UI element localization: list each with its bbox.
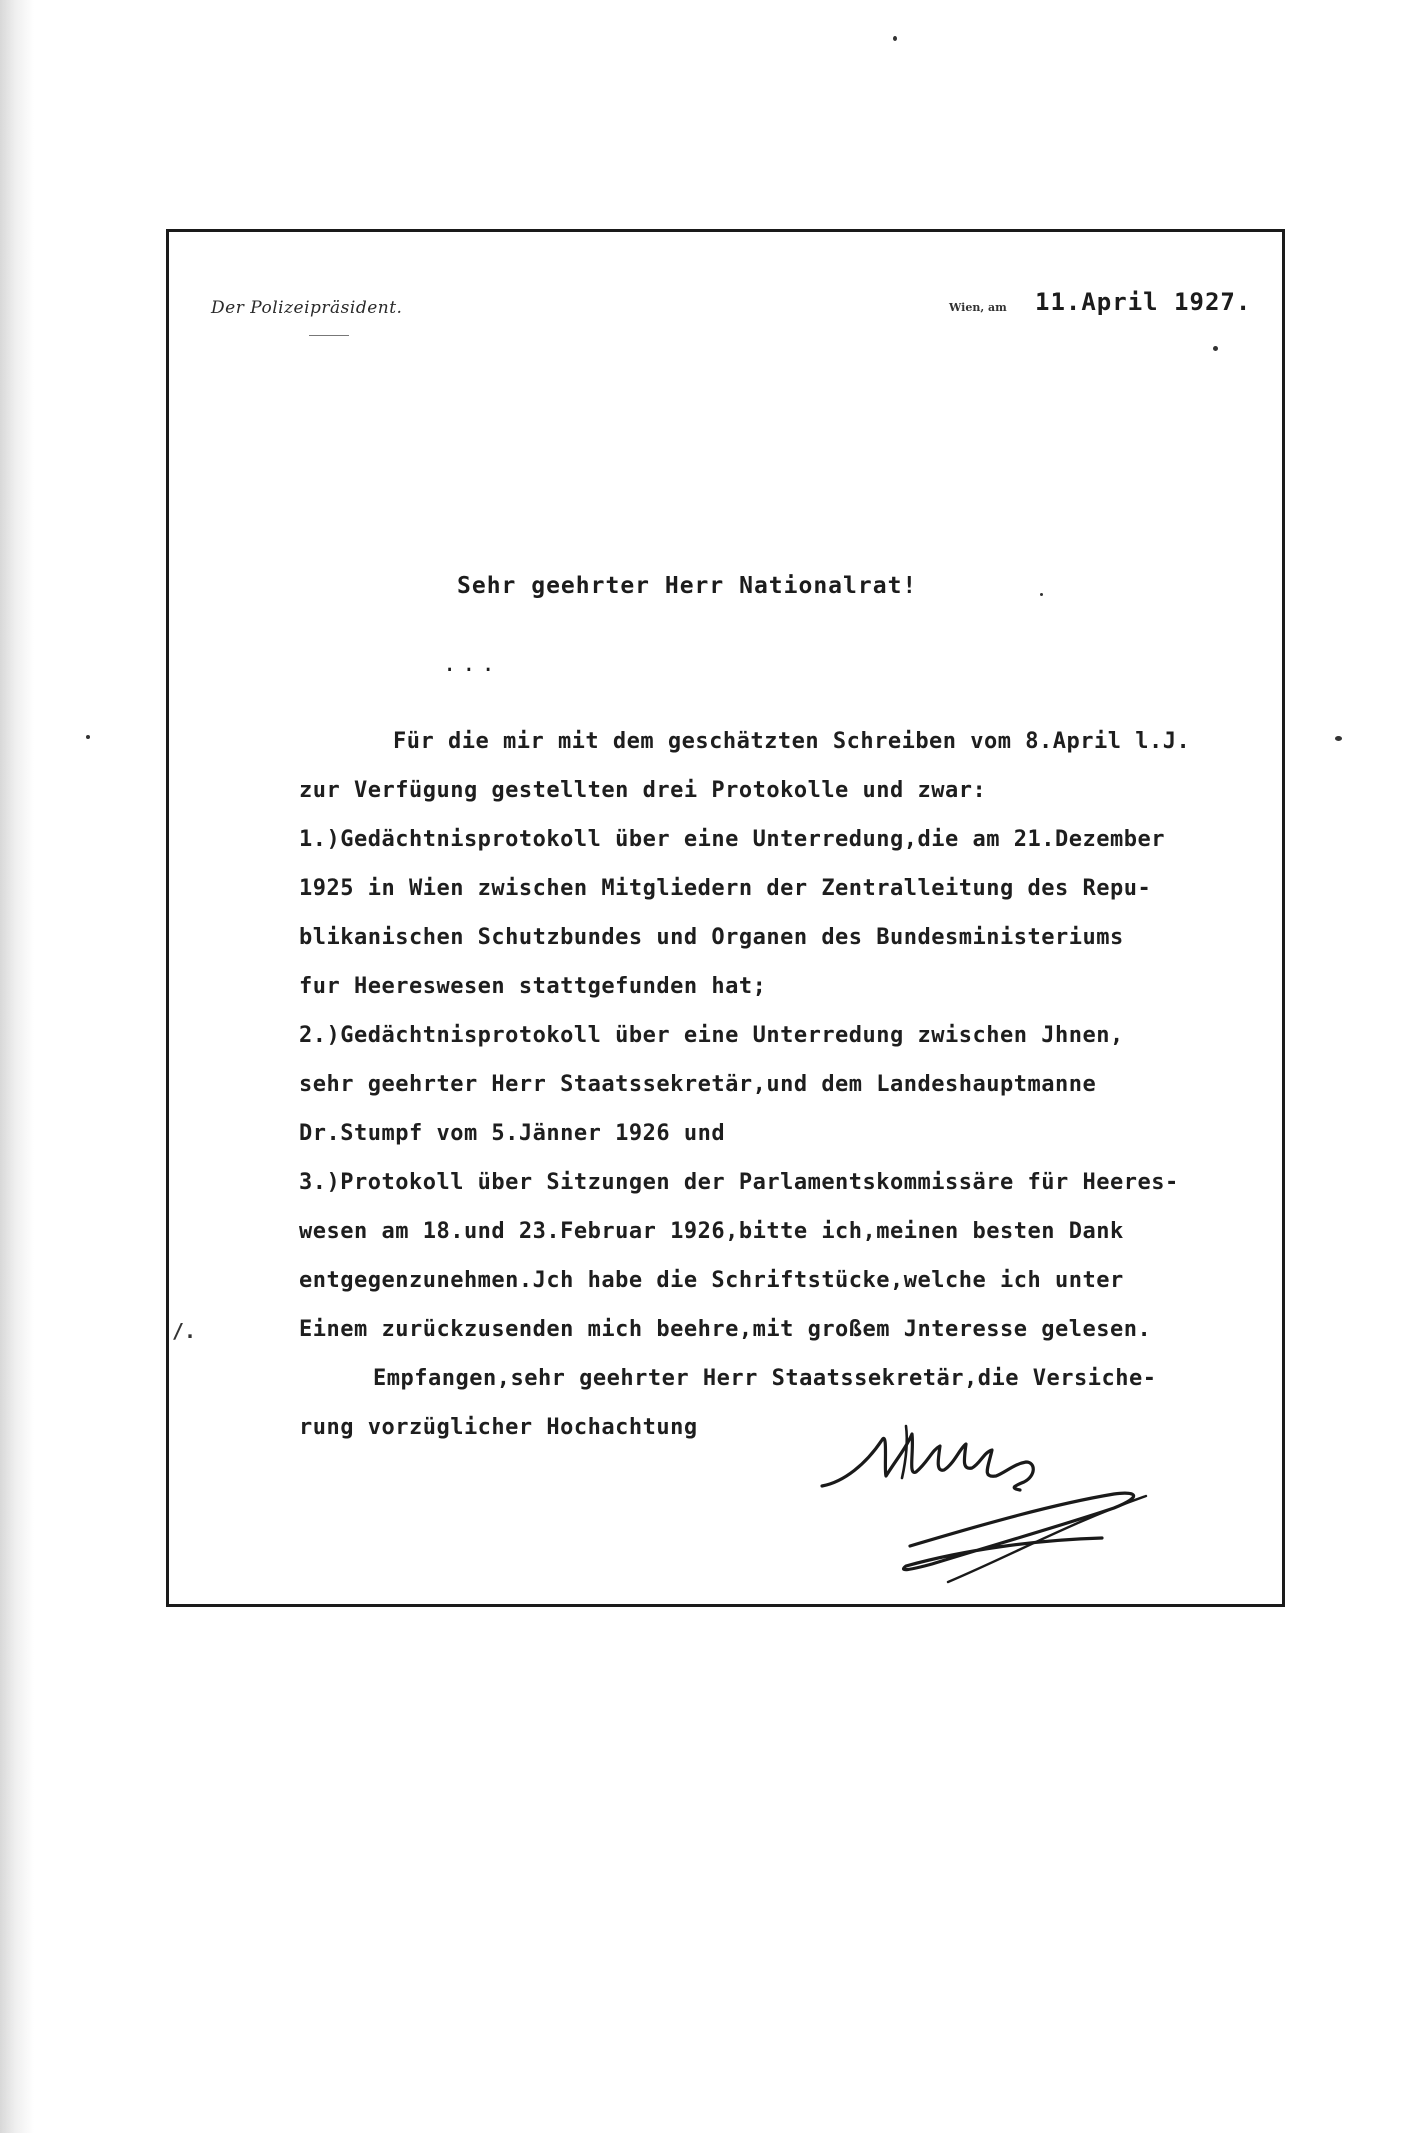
body-line: sehr geehrter Herr Staatssekretär,und dem Landeshauptmanne [299, 1072, 1097, 1097]
body-line: Empfangen,sehr geehrter Herr Staatssekretär,die Versiche- [373, 1366, 1157, 1391]
letter-frame [166, 229, 1285, 1607]
letterhead: Der Polizeipräsident. [211, 298, 403, 318]
body-line: zur Verfügung gestellten drei Protokolle und zwar: [299, 778, 987, 803]
scan-speck [893, 36, 897, 41]
body-line: 3.)Protokoll über Sitzungen der Parlamentskommissäre für Heeres- [299, 1170, 1179, 1195]
letter-date: 11.April 1927. [1035, 288, 1252, 316]
body-line: 1.)Gedächtnisprotokoll über eine Unterredung,die am 21.Dezember [299, 827, 1165, 852]
ellipsis-mark: ... [443, 652, 501, 677]
body-line: blikanischen Schutzbundes und Organen des Bundesministeriums [299, 925, 1124, 950]
body-line: rung vorzüglicher Hochachtung [299, 1415, 698, 1440]
handwritten-signature [814, 1412, 1174, 1612]
body-line: fur Heereswesen stattgefunden hat; [299, 974, 767, 999]
body-line: entgegenzunehmen.Jch habe die Schriftstücke,welche ich unter [299, 1268, 1124, 1293]
date-place-prefix: Wien, am [949, 301, 1007, 314]
scan-speck [86, 735, 90, 739]
body-line: 2.)Gedächtnisprotokoll über eine Unterredung zwischen Jhnen, [299, 1023, 1124, 1048]
scan-speck [1335, 736, 1342, 741]
scan-edge-shadow [0, 0, 34, 2133]
body-line: 1925 in Wien zwischen Mitgliedern der Zentralleitung des Repu- [299, 876, 1152, 901]
body-line: Dr.Stumpf vom 5.Jänner 1926 und [299, 1121, 726, 1146]
margin-mark: /. [172, 1319, 197, 1343]
letterhead-rule [309, 335, 349, 336]
body-line: wesen am 18.und 23.Februar 1926,bitte ich,meinen besten Dank [299, 1219, 1124, 1244]
salutation: Sehr geehrter Herr Nationalrat! [457, 573, 918, 599]
body-line: Für die mir mit dem geschätzten Schreiben vom 8.April l.J. [393, 729, 1191, 754]
body-line: Einem zurückzusenden mich beehre,mit großem Jnteresse gelesen. [299, 1317, 1152, 1342]
